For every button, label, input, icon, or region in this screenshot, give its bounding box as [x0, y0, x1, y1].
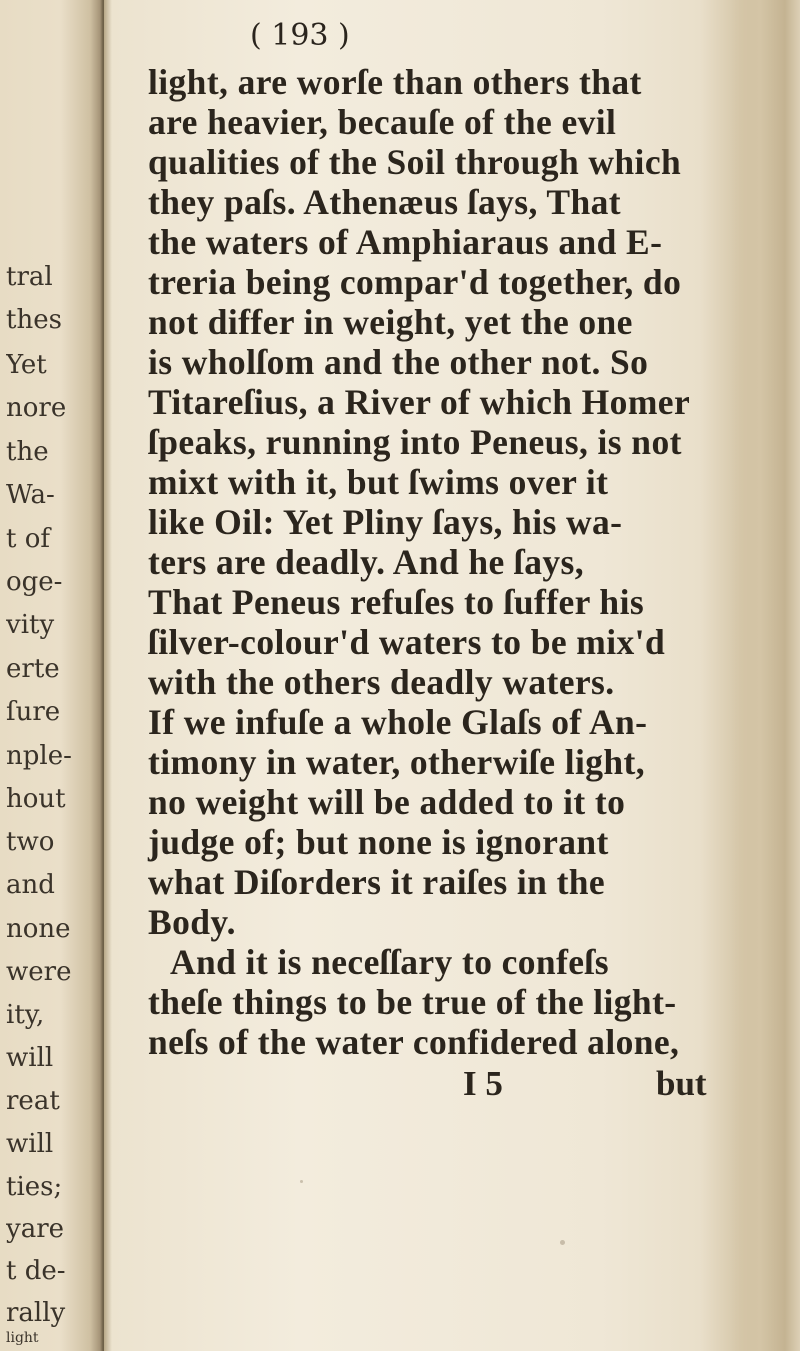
fragment-6: t of: [6, 524, 50, 554]
paper-speck: [560, 1240, 565, 1245]
text-line: is wholſom and the other not. So: [148, 342, 649, 382]
catchword: but: [656, 1064, 707, 1103]
book-page: [112, 0, 742, 1351]
text-line: If we infuſe a whole Glaſs of An-: [148, 702, 648, 742]
text-line: And it is neceſſary to confeſs: [170, 942, 609, 982]
text-line: qualities of the Soil through which: [148, 142, 682, 182]
fragment-2: Yet: [6, 350, 47, 380]
text-line: treria being compar'd together, do: [148, 262, 682, 302]
fragment-22: yare: [6, 1214, 65, 1244]
fragment-9: erte: [6, 654, 60, 684]
fragment-5: Wa-: [6, 480, 55, 510]
text-line: the waters of Amphiaraus and E-: [148, 222, 663, 262]
fragment-7: oge-: [6, 567, 63, 597]
fragment-14: and: [6, 870, 55, 900]
text-line: neſs of the water confidered alone,: [148, 1022, 680, 1062]
fragment-18: will: [6, 1043, 54, 1073]
fragment-13: two: [6, 827, 55, 857]
text-line: what Diſorders it raiſes in the: [148, 862, 606, 902]
text-line: they paſs. Athenæus ſays, That: [148, 182, 621, 222]
fragment-21: ties;: [6, 1172, 63, 1202]
fragment-8: vity: [6, 610, 55, 640]
text-line: ſilver-colour'd waters to be mix'd: [148, 622, 666, 662]
text-line: with the others deadly waters.: [148, 662, 615, 702]
text-line: ſpeaks, running into Peneus, is not: [148, 422, 682, 462]
text-line: That Peneus refuſes to ſuffer his: [148, 582, 645, 622]
page-number: ( 193 ): [250, 18, 350, 53]
fragment-15: none: [6, 914, 71, 944]
fragment-12: hout: [6, 784, 66, 814]
fragment-4: the: [6, 437, 49, 467]
fragment-16: were: [6, 957, 72, 987]
fragment-19: reat: [6, 1086, 60, 1116]
fragment-25: light: [6, 1330, 39, 1346]
text-line: like Oil: Yet Pliny ſays, his wa-: [148, 502, 623, 542]
text-line: theſe things to be true of the light-: [148, 982, 677, 1022]
fragment-20: will: [6, 1129, 54, 1159]
text-line: timony in water, otherwiſe light,: [148, 742, 646, 782]
fragment-1: thes: [6, 305, 62, 335]
paper-speck: [300, 1180, 303, 1183]
text-line: Titareſius, a River of which Homer: [148, 382, 691, 422]
text-line: judge of; but none is ignorant: [148, 822, 609, 862]
text-line: mixt with it, but ſwims over it: [148, 462, 609, 502]
text-line: Body.: [148, 902, 236, 942]
fragment-24: rally: [6, 1298, 66, 1328]
text-line: no weight will be added to it to: [148, 782, 626, 822]
fragment-0: tral: [6, 262, 53, 292]
fragment-23: t de-: [6, 1256, 66, 1286]
signature-mark: I 5: [463, 1064, 503, 1103]
text-line: light, are worſe than others that: [148, 62, 642, 102]
previous-page-edge: [0, 0, 104, 1351]
text-line: are heavier, becauſe of the evil: [148, 102, 617, 142]
fragment-3: nore: [6, 393, 67, 423]
text-line: not differ in weight, yet the one: [148, 302, 633, 342]
text-line: ters are deadly. And he ſays,: [148, 542, 584, 582]
fragment-10: ſure: [6, 697, 61, 727]
fragment-17: ity,: [6, 1000, 45, 1030]
fragment-11: nple-: [6, 741, 72, 771]
